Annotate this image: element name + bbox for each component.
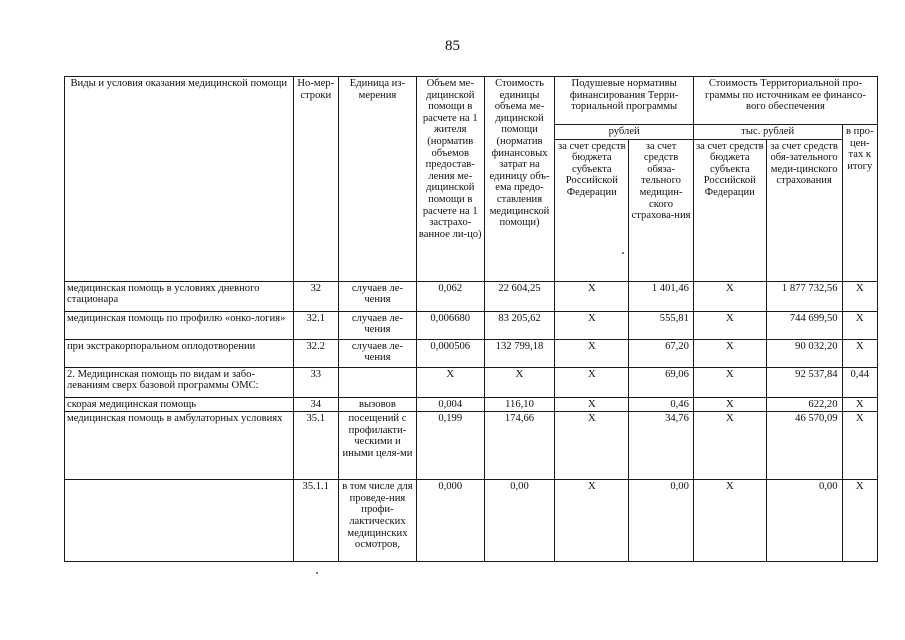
row-number: 34 [293, 397, 339, 412]
row-cost-budget: Х [693, 367, 766, 397]
row-unit-cost: 174,66 [484, 412, 555, 480]
row-volume: Х [416, 367, 484, 397]
table-row [65, 480, 878, 562]
header-unit-thousand-rubles: тыс. рублей [693, 125, 842, 140]
row-unit: случаев ле-чения [339, 311, 417, 339]
row-kind: медицинская помощь по профилю «онко-логия» [65, 311, 294, 339]
row-cost-budget: Х [693, 311, 766, 339]
row-volume: 0,199 [416, 412, 484, 480]
row-cost-oms: 744 699,50 [766, 311, 842, 339]
scan-speck [622, 252, 624, 254]
row-cost-budget: Х [693, 339, 766, 367]
row-per-capita-budget: Х [555, 311, 629, 339]
header-kind: Виды и условия оказания медицинской помощи [65, 77, 294, 282]
row-unit [339, 367, 417, 397]
row-number: 35.1.1 [293, 480, 339, 562]
table-row [65, 281, 878, 311]
row-unit: случаев ле-чения [339, 339, 417, 367]
header-per-capita: Подушевые нормативы финансирования Терри-ториальной программы [555, 77, 694, 125]
financing-table [64, 76, 878, 562]
row-cost-budget: Х [693, 480, 766, 562]
table-row [65, 412, 878, 480]
row-unit: случаев ле-чения [339, 281, 417, 311]
row-per-capita-budget: Х [555, 367, 629, 397]
row-percent: Х [842, 412, 877, 480]
row-percent: Х [842, 311, 877, 339]
row-percent: Х [842, 397, 877, 412]
header-percent: в про-цен-тах к итогу [842, 125, 877, 282]
row-number: 33 [293, 367, 339, 397]
header-cost-oms: за счет средств обя-зательного меди-цинского страхования [766, 139, 842, 281]
row-cost-oms: 46 570,09 [766, 412, 842, 480]
row-kind: 2. Медицинская помощь по видам и забо-леваниям сверх базовой программы ОМС: [65, 367, 294, 397]
header-unit-cost: Стоимость единицы объема ме-дицинской помощи (норматив финансовых затрат на единицу объ-ема предо-ставления медицинской помощи) [484, 77, 555, 282]
row-per-capita-oms: 0,00 [629, 480, 694, 562]
row-unit: вызовов [339, 397, 417, 412]
row-per-capita-oms: 69,06 [629, 367, 694, 397]
header-unit-rubles: рублей [555, 125, 694, 140]
row-percent: Х [842, 281, 877, 311]
header-unit: Единица из-мерения [339, 77, 417, 282]
row-unit-cost: 0,00 [484, 480, 555, 562]
scan-speck [316, 572, 318, 574]
header-program-cost: Стоимость Территориальной про-граммы по источникам ее финансо-вого обеспечения [693, 77, 877, 125]
row-cost-oms: 0,00 [766, 480, 842, 562]
row-per-capita-oms: 1 401,46 [629, 281, 694, 311]
row-unit: посещений с профилакти-ческими и иными целя-ми [339, 412, 417, 480]
row-number: 32 [293, 281, 339, 311]
row-kind: скорая медицинская помощь [65, 397, 294, 412]
row-number: 32.2 [293, 339, 339, 367]
row-kind [65, 480, 294, 562]
row-per-capita-oms: 34,76 [629, 412, 694, 480]
table-row [65, 397, 878, 412]
row-cost-budget: Х [693, 397, 766, 412]
row-unit-cost: 83 205,62 [484, 311, 555, 339]
row-cost-budget: Х [693, 281, 766, 311]
row-unit: в том числе для проведе-ния профи-лактических медицинских осмотров, [339, 480, 417, 562]
row-percent: Х [842, 480, 877, 562]
row-per-capita-oms: 555,81 [629, 311, 694, 339]
row-volume: 0,006680 [416, 311, 484, 339]
row-per-capita-budget: Х [555, 397, 629, 412]
row-per-capita-oms: 0,46 [629, 397, 694, 412]
row-cost-oms: 622,20 [766, 397, 842, 412]
row-cost-oms: 1 877 732,56 [766, 281, 842, 311]
row-unit-cost: Х [484, 367, 555, 397]
row-per-capita-budget: Х [555, 339, 629, 367]
header-row-number: Но-мер-строки [293, 77, 339, 282]
table-row [65, 367, 878, 397]
row-cost-oms: 92 537,84 [766, 367, 842, 397]
row-per-capita-budget: Х [555, 480, 629, 562]
row-per-capita-oms: 67,20 [629, 339, 694, 367]
row-kind: при экстракорпоральном оплодотворении [65, 339, 294, 367]
header-per-capita-oms: за счет средств обяза-тельного медицин-ского страхова-ния [629, 139, 694, 281]
header-per-capita-budget: за счет средств бюджета субъекта Российской Федерации [555, 139, 629, 281]
row-unit-cost: 116,10 [484, 397, 555, 412]
row-number: 35.1 [293, 412, 339, 480]
header-volume: Объем ме-дицинской помощи в расчете на 1 жителя (норматив объемов предостав-ления ме-дицинской помощи в расчете на 1 застрахо-ванное ли-цо) [416, 77, 484, 282]
row-volume: 0,062 [416, 281, 484, 311]
row-volume: 0,004 [416, 397, 484, 412]
row-volume: 0,000 [416, 480, 484, 562]
row-percent: Х [842, 339, 877, 367]
row-unit-cost: 132 799,18 [484, 339, 555, 367]
row-number: 32.1 [293, 311, 339, 339]
header-cost-budget: за счет средств бюджета субъекта Российской Федерации [693, 139, 766, 281]
row-kind: медицинская помощь в условиях дневного стационара [65, 281, 294, 311]
row-unit-cost: 22 604,25 [484, 281, 555, 311]
page-number: 85 [445, 38, 460, 54]
row-cost-oms: 90 032,20 [766, 339, 842, 367]
row-per-capita-budget: Х [555, 281, 629, 311]
row-percent: 0,44 [842, 367, 877, 397]
table-row [65, 311, 878, 339]
row-kind: медицинская помощь в амбулаторных условиях [65, 412, 294, 480]
row-volume: 0,000506 [416, 339, 484, 367]
row-cost-budget: Х [693, 412, 766, 480]
row-per-capita-budget: Х [555, 412, 629, 480]
table-row [65, 339, 878, 367]
